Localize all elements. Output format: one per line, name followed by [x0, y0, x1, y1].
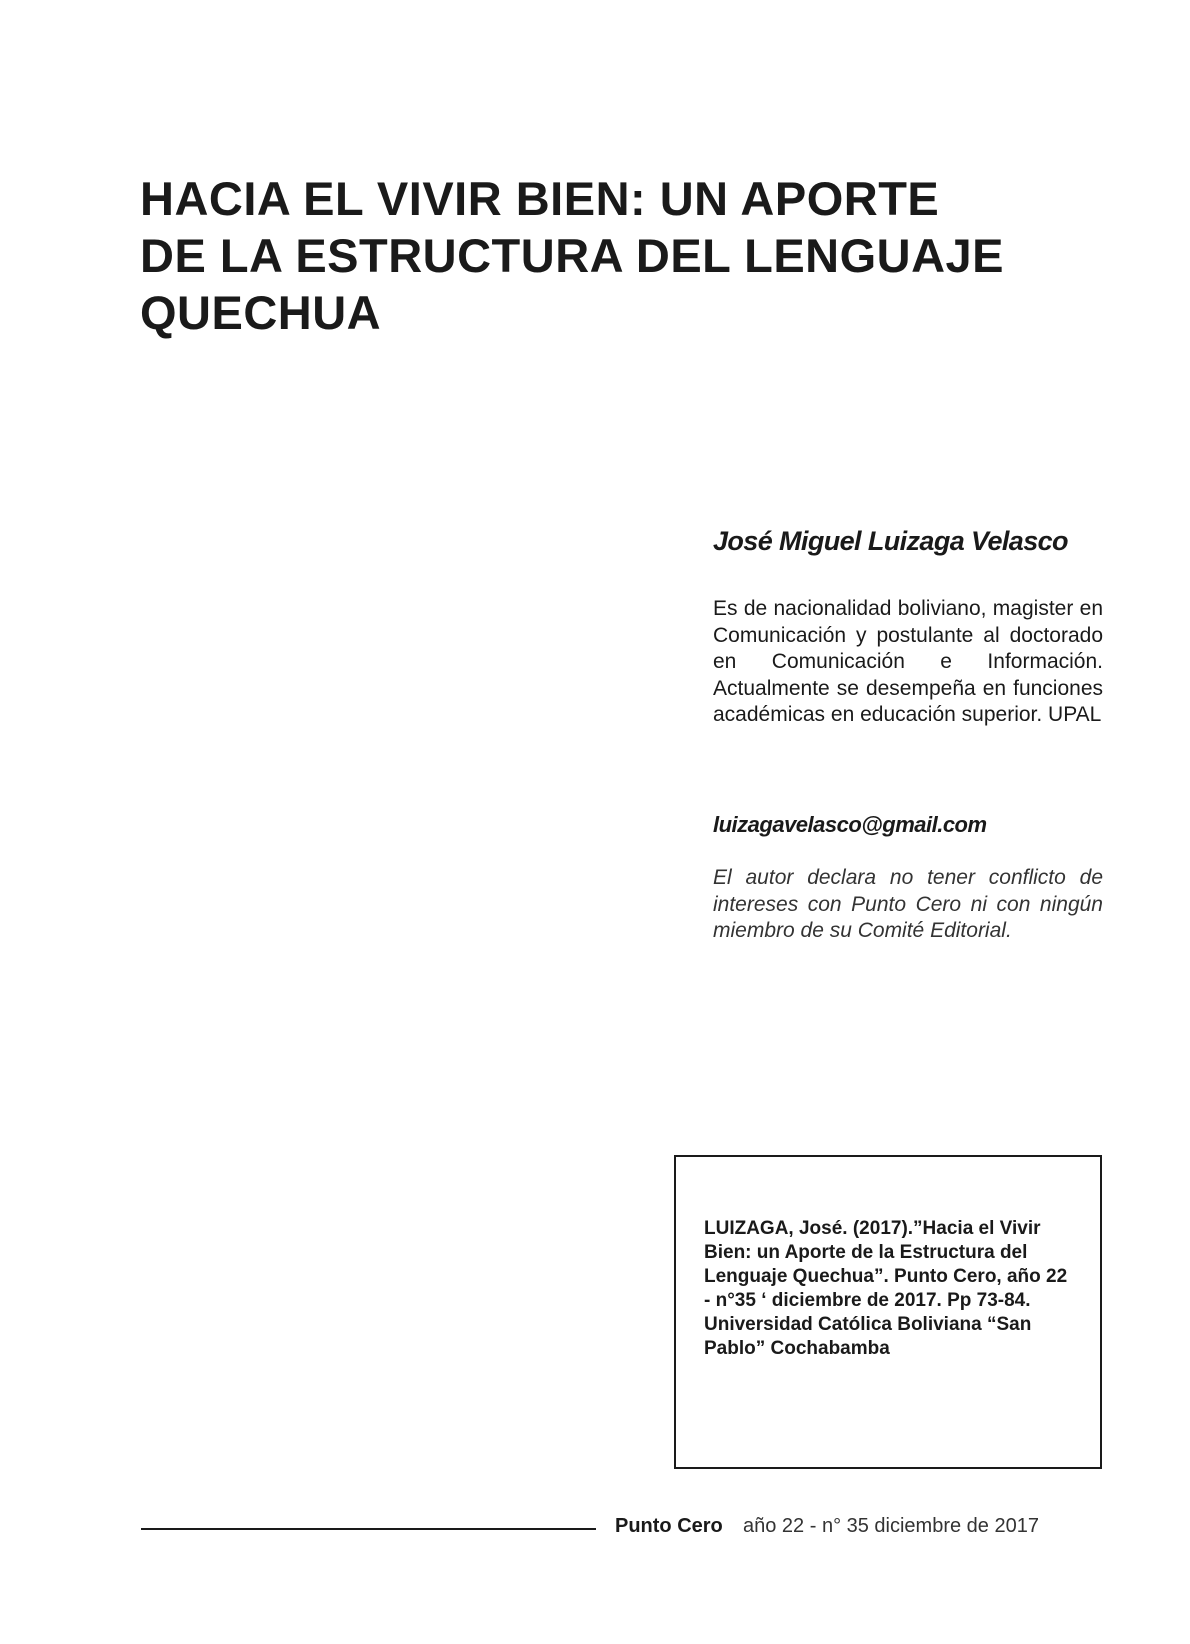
conflict-of-interest-statement: El autor declara no tener conflicto de intereses con Punto Cero ni con ningún miembro de su Comité Editorial. — [713, 866, 1103, 942]
article-title — [140, 170, 1100, 341]
author-email: luizagavelasco@gmail.com — [713, 812, 987, 837]
footer-issue-info: año 22 - n° 35 diciembre de 2017 — [743, 1515, 1039, 1537]
title-line: QUECHUA — [140, 286, 382, 339]
footer-rule — [141, 1528, 596, 1530]
citation-box — [674, 1155, 1102, 1469]
footer-journal-name: Punto Cero — [615, 1515, 723, 1537]
author-name: José Miguel Luizaga Velasco — [713, 526, 1068, 556]
citation-text: LUIZAGA, José. (2017).”Hacia el Vivir Bien: un Aporte de la Estructura del Lenguaje Quechua”. Punto Cero, año 22 - n°35 ‘ diciembre de 2017. Pp 73-84. Universidad Católica Boliviana “San Pablo” Cochabamba — [704, 1218, 1068, 1359]
author-bio: Es de nacionalidad boliviano, magister en Comunicación y postulante al doctorado en Comunicación e Información. Actualmente se desempeña en funciones académicas en educación superior. UPAL — [713, 597, 1103, 726]
title-line: DE LA ESTRUCTURA DEL LENGUAJE — [140, 229, 1005, 282]
title-line: HACIA EL VIVIR BIEN: UN APORTE — [140, 172, 940, 225]
